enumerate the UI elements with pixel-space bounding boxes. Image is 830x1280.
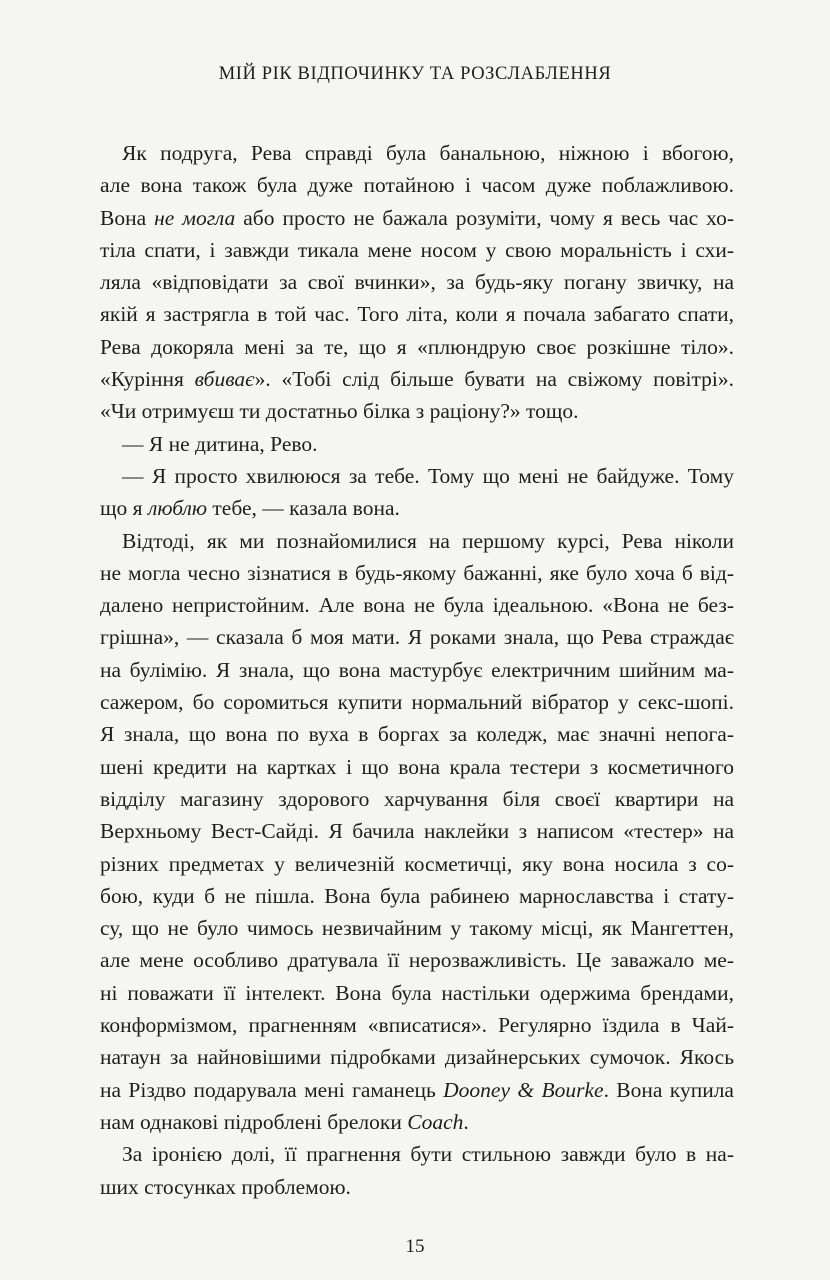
text-line bbox=[100, 880, 734, 912]
text-run: За іронією долі, її прагнення бути стильною завжди було в на- bbox=[122, 1142, 734, 1167]
text-run: Рева докоряла мені за те, що я «плюндрую своє розкішне тіло». bbox=[100, 334, 734, 359]
text-run: що я bbox=[100, 496, 148, 521]
text-run: відділу магазину здорового харчування біля своєї квартири на bbox=[100, 786, 734, 811]
text-run: сажером, бо соромиться купити нормальний вібратор у секс-шопі. bbox=[100, 690, 734, 715]
text-line bbox=[100, 654, 734, 686]
italic-text: вбиває bbox=[194, 367, 255, 392]
text-run: нам однакові підроблені брелоки bbox=[100, 1109, 408, 1134]
italic-text: люблю bbox=[147, 496, 208, 521]
text-line bbox=[100, 202, 734, 234]
text-run: . bbox=[463, 1109, 469, 1134]
text-line bbox=[100, 557, 734, 589]
text-line bbox=[100, 589, 734, 621]
text-line bbox=[100, 944, 734, 976]
text-line bbox=[100, 912, 734, 944]
text-run: різних предметах у величезній косметичці, яку вона носила з со- bbox=[100, 851, 734, 876]
text-line bbox=[100, 169, 734, 201]
text-run: ні поважати її інтелект. Вона була настільки одержима брендами, bbox=[100, 980, 734, 1005]
italic-text: не могла bbox=[154, 205, 236, 230]
text-line bbox=[100, 621, 734, 653]
text-line bbox=[100, 751, 734, 783]
text-run: «Чи отримуєш ти достатньо білка з раціону?» тощо. bbox=[100, 399, 579, 424]
text-run: але мене особливо дратувала її нерозважливість. Це заважало ме- bbox=[100, 948, 734, 973]
text-line bbox=[100, 137, 734, 169]
italic-text: Coach bbox=[407, 1109, 464, 1134]
text-line bbox=[100, 460, 734, 492]
text-run: Відтоді, як ми познайомилися на першому курсі, Рева ніколи bbox=[122, 528, 734, 553]
text-run: на Різдво подарувала мені гаманець bbox=[100, 1077, 444, 1102]
text-run: ляла «відповідати за свої вчинки», за будь-яку погану звичку, на bbox=[100, 270, 734, 295]
text-run: натаун за найновішими підробками дизайнерських сумочок. Якось bbox=[100, 1045, 734, 1070]
text-line bbox=[100, 428, 734, 460]
text-run: на булімію. Я знала, що вона мастурбує електричним шийним ма- bbox=[100, 657, 734, 682]
page-number: 15 bbox=[405, 1236, 425, 1257]
text-line bbox=[100, 1074, 734, 1106]
text-line bbox=[100, 331, 734, 363]
text-line bbox=[100, 363, 734, 395]
text-run: або просто не бажала розуміти, чому я весь час хо- bbox=[235, 205, 735, 230]
text-line bbox=[100, 977, 734, 1009]
text-run: не могла чесно зізнатися в будь-якому бажанні, яке було хоча б від- bbox=[100, 560, 734, 585]
text-line bbox=[100, 395, 734, 427]
text-run: конформізмом, прагненням «вписатися». Регулярно їздила в Чай- bbox=[100, 1013, 734, 1038]
text-line bbox=[100, 1106, 734, 1138]
text-line bbox=[100, 492, 734, 524]
text-run: тебе, — казала вона. bbox=[207, 496, 400, 521]
text-line bbox=[100, 686, 734, 718]
text-line bbox=[100, 815, 734, 847]
text-run: грішна», — сказала б моя мати. Я роками знала, що Рева страждає bbox=[100, 625, 734, 650]
text-line bbox=[100, 718, 734, 750]
text-run: Я знала, що вона по вуха в боргах за коледж, має значні непога- bbox=[100, 722, 734, 747]
text-run: але вона також була дуже потайною і часом дуже поблажливою. bbox=[100, 173, 734, 198]
text-line bbox=[100, 266, 734, 298]
text-run: далено непристойним. Але вона не була ідеальною. «Вона не без- bbox=[100, 593, 734, 618]
italic-text: Dooney & Bourke bbox=[443, 1077, 604, 1102]
text-line bbox=[100, 234, 734, 266]
text-run: Вона bbox=[100, 205, 155, 230]
text-run: якій я застрягла в той час. Того літа, коли я почала забагато спати, bbox=[100, 302, 734, 327]
text-line bbox=[100, 1041, 734, 1073]
text-run: Як подруга, Рева справді була банальною, ніжною і вбогою, bbox=[122, 141, 734, 165]
text-line bbox=[100, 298, 734, 330]
text-line bbox=[100, 1138, 734, 1170]
text-run: су, що не було чимось незвичайним у такому місці, як Мангеттен, bbox=[100, 916, 734, 941]
text-run: ». «Тобі слід більше бувати на свіжому повітрі». bbox=[254, 367, 734, 392]
text-run: ших стосунках проблемою. bbox=[100, 1174, 351, 1199]
text-line bbox=[100, 525, 734, 557]
text-run: «Куріння bbox=[100, 367, 195, 392]
text-line bbox=[100, 783, 734, 815]
running-head-title: МІЙ РІК ВІДПОЧИНКУ ТА РОЗСЛАБЛЕННЯ bbox=[218, 64, 612, 84]
text-run: шені кредити на картках і що вона крала тестери з косметичного bbox=[100, 754, 734, 779]
text-run: тіла спати, і завжди тикала мене носом у свою моральність і схи- bbox=[100, 237, 734, 262]
text-run: — Я не дитина, Рево. bbox=[122, 431, 318, 456]
text-line bbox=[100, 1171, 734, 1203]
text-line bbox=[100, 848, 734, 880]
text-run: бою, куди б не пішла. Вона була рабинею марнославства і стату- bbox=[100, 883, 734, 908]
text-run: . Вона купила bbox=[603, 1077, 734, 1102]
text-run: Верхньому Вест-Сайді. Я бачила наклейки з написом «тестер» на bbox=[100, 819, 734, 844]
text-run: — Я просто хвилююся за тебе. Тому що мені не байдуже. Тому bbox=[122, 463, 734, 488]
text-line bbox=[100, 1009, 734, 1041]
body-text bbox=[100, 137, 734, 1203]
